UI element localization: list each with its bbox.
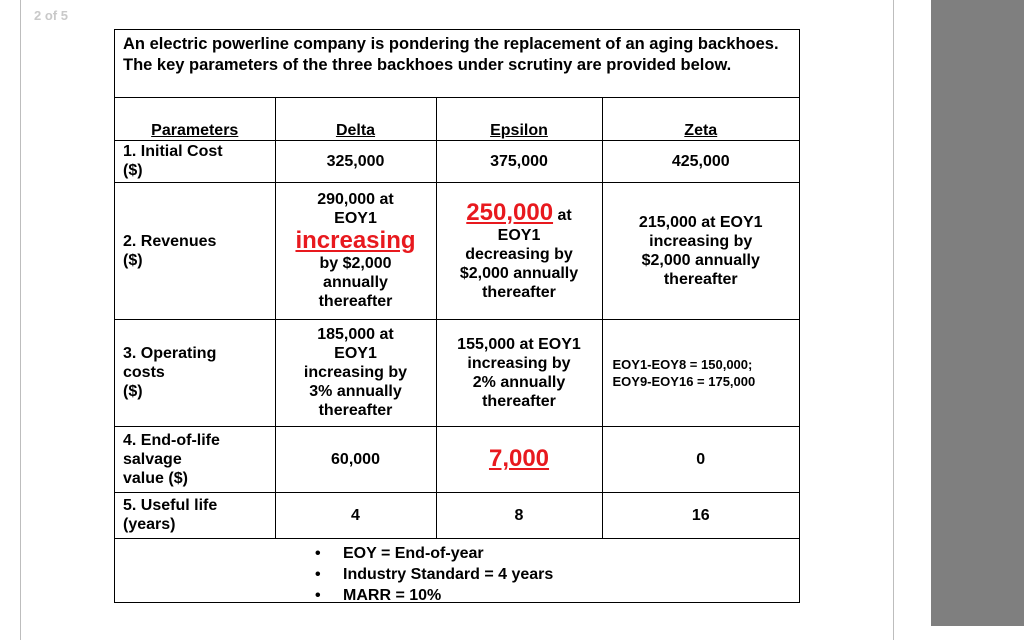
header-zeta: Zeta: [602, 98, 799, 140]
cell-epsilon-revenues: 250,000 at EOY1 decreasing by $2,000 annually thereafter: [436, 182, 602, 319]
header-delta: Delta: [275, 98, 436, 140]
backhoe-parameters-table: [115, 98, 799, 539]
param-salvage-value: 4. End-of-life salvage value ($): [115, 426, 275, 492]
notes-section: [115, 538, 799, 603]
header-parameters: Parameters: [115, 98, 275, 140]
param-initial-cost: 1. Initial Cost ($): [115, 140, 275, 182]
cell-delta-salvage: 60,000: [275, 426, 436, 492]
list-item: • Industry Standard = 4 years: [315, 566, 554, 583]
problem-statement: An electric powerline company is pondering the replacement of an aging backhoes. The key parameters of the three backhoes under scrutiny are provided below.: [115, 30, 799, 98]
highlight-250000: 250,000: [466, 198, 554, 226]
page-indicator: 2 of 5: [34, 8, 68, 23]
param-operating-costs: 3. Operating costs ($): [115, 319, 275, 426]
highlight-increasing: increasing: [295, 227, 416, 254]
bullet-icon: •: [315, 566, 321, 583]
cell-delta-revenues: 290,000 at EOY1 increasing by $2,000 annually thereafter: [275, 182, 436, 319]
cell-zeta-salvage: 0: [602, 426, 799, 492]
table-row: [115, 426, 799, 492]
list-item: • MARR = 10%: [315, 587, 442, 604]
table-row: [115, 182, 799, 319]
bullet-icon: •: [315, 545, 321, 562]
table-row: [115, 140, 799, 182]
cell-delta-initial-cost: 325,000: [275, 140, 436, 182]
table-row: [115, 492, 799, 538]
cell-zeta-useful-life: 16: [602, 492, 799, 538]
list-item: • EOY = End-of-year: [315, 545, 484, 562]
table-row: [115, 319, 799, 426]
param-revenues: 2. Revenues ($): [115, 182, 275, 319]
cell-zeta-operating-costs: EOY1-EOY8 = 150,000; EOY9-EOY16 = 175,000: [602, 319, 799, 426]
cell-epsilon-salvage: [436, 426, 602, 492]
cell-zeta-revenues: 215,000 at EOY1 increasing by $2,000 annually thereafter: [602, 182, 799, 319]
header-epsilon: Epsilon: [436, 98, 602, 140]
param-useful-life: 5. Useful life (years): [115, 492, 275, 538]
cell-delta-operating-costs: 185,000 at EOY1 increasing by 3% annually thereafter: [275, 319, 436, 426]
cell-epsilon-useful-life: 8: [436, 492, 602, 538]
problem-box: [114, 29, 800, 603]
right-gray-panel: [931, 0, 1024, 626]
cell-epsilon-initial-cost: 375,000: [436, 140, 602, 182]
table-header-row: [115, 98, 799, 140]
cell-delta-useful-life: 4: [275, 492, 436, 538]
highlight-7000: 7,000: [488, 445, 550, 472]
cell-zeta-initial-cost: 425,000: [602, 140, 799, 182]
bullet-icon: •: [315, 587, 321, 604]
cell-epsilon-operating-costs: 155,000 at EOY1 increasing by 2% annually thereafter: [436, 319, 602, 426]
notes-list: [315, 543, 553, 606]
